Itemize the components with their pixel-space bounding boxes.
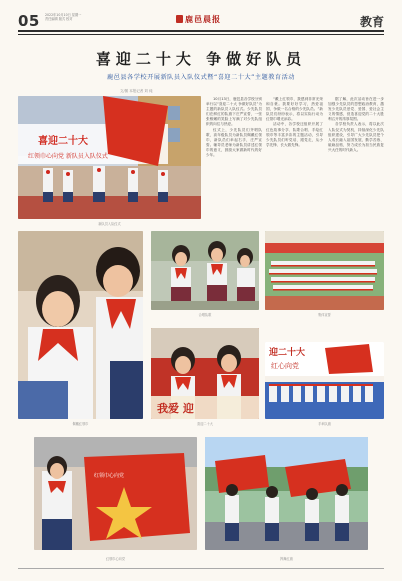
issue-editors: 责任编辑 版式 校对	[45, 17, 73, 22]
article-paragraph: 仪式上，少先队员们齐唱队歌，高年级队员为新队员佩戴红领巾，新队员们举起右手，庄严宣誓。辅导员老师为新队员讲述红领巾的意义，鼓励大家做新时代的好少年。	[206, 127, 262, 158]
header-rule	[18, 30, 384, 32]
masthead-logo	[176, 14, 221, 25]
photo-star-flag	[34, 437, 197, 550]
caption-photo2: 佩戴红领巾	[72, 422, 89, 426]
section-title: 教育	[359, 15, 384, 29]
svg-text:红领巾心向党: 红领巾心向党	[94, 473, 125, 479]
photo-red-scarf	[18, 231, 143, 419]
article-byline: 文/图 本报记者 刘 纯	[120, 89, 153, 93]
article-paragraph: 据了解，此次活动旨在进一步加强少先队员的思想政治教育，激发少先队员爱党、爱国、爱社会主义的情感，营造喜迎党的二十大胜利召开的浓厚氛围。	[328, 97, 384, 122]
issue-meta	[45, 13, 85, 21]
page-header	[0, 0, 402, 30]
article-headline: 喜迎二十大 争做好队员	[95, 50, 307, 68]
photo-waving-flags	[205, 437, 368, 550]
photo-oath-field	[265, 231, 384, 310]
masthead-name: 鹿邑晨报	[185, 14, 221, 24]
photo-welcome-banner	[151, 328, 259, 419]
caption-photo5: 喜迎二十大	[197, 422, 213, 426]
svg-text:红领巾心向党 新队员入队仪式: 红领巾心向党 新队员入队仪式	[28, 153, 108, 160]
article-column-1	[206, 97, 262, 217]
caption-photo6: 手举队旗	[318, 422, 331, 426]
caption-photo8: 挥舞红旗	[280, 557, 293, 561]
photo-waving-flags-image	[205, 437, 368, 550]
svg-text:喜迎二十大: 喜迎二十大	[38, 136, 88, 147]
svg-text:红心向党: 红心向党	[271, 362, 299, 370]
caption-photo4: 集体宣誓	[318, 313, 331, 317]
article-subhead: 鹿邑县各学校开展新队员入队仪式暨“喜迎二十大”主题教育活动	[107, 74, 295, 81]
page-number: 05	[18, 12, 40, 30]
photo-welcome-banner-image	[151, 328, 259, 419]
photo-singing	[151, 231, 259, 310]
logo-icon	[176, 15, 183, 23]
photo-flag-banner	[265, 342, 384, 419]
issue-date: 2022年10月10日 星期一	[45, 13, 82, 17]
photo-oath-field-image	[265, 231, 384, 310]
svg-text:迎二十大: 迎二十大	[269, 348, 306, 358]
header-rule-thin	[18, 34, 384, 35]
article-paragraph: 10月13日，鹿邑县各学校分别举行以“喜迎二十大 争做好队员”为主题的新队员入队仪式。少先队员们在鲜红的队旗下庄严宣誓，一张张稚嫩的笑脸上写满了对少先队组织的向往与热爱。	[206, 97, 262, 127]
photo-red-scarf-image	[18, 231, 143, 419]
article-paragraph: 各学校负责人表示，将以此次入队仪式为契机，持续深化少先队组织建设，引导广大少先队员把个人成长融入祖国发展，勤学苦练、砥砺品格，努力成长为担当民族复兴大任的时代新人。	[328, 122, 384, 152]
article-column-3	[328, 97, 384, 217]
caption-photo3: 合唱队歌	[198, 313, 212, 317]
caption-photo1: 新队员入队仪式	[98, 222, 121, 226]
photo-singing-image	[151, 231, 259, 310]
photo-flag-banner-image	[265, 342, 384, 419]
photo-star-flag-image	[34, 437, 197, 550]
article-paragraph: “戴上红领巾，我感到非常光荣和自豪。我要好好学习，热爱祖国，争做一名合格的少先队员。”新队员们纷纷表示，将以实际行动为红领巾增光添彩。	[266, 97, 323, 122]
photo-ceremony-stage	[18, 96, 201, 219]
photo-ceremony-stage-image	[18, 96, 201, 219]
footer-rule	[18, 568, 384, 569]
article-column-2	[266, 97, 323, 217]
svg-text:我爱 迎: 我爱 迎	[157, 402, 194, 415]
article-paragraph: 活动中，各学校还组织开展了红色故事分享、队歌合唱、手绘红领巾等丰富多彩的主题活动，引导少先队员们听党话、跟党走，从小学先锋、长大做先锋。	[266, 122, 323, 147]
caption-photo7: 红领巾心向党	[105, 557, 126, 561]
